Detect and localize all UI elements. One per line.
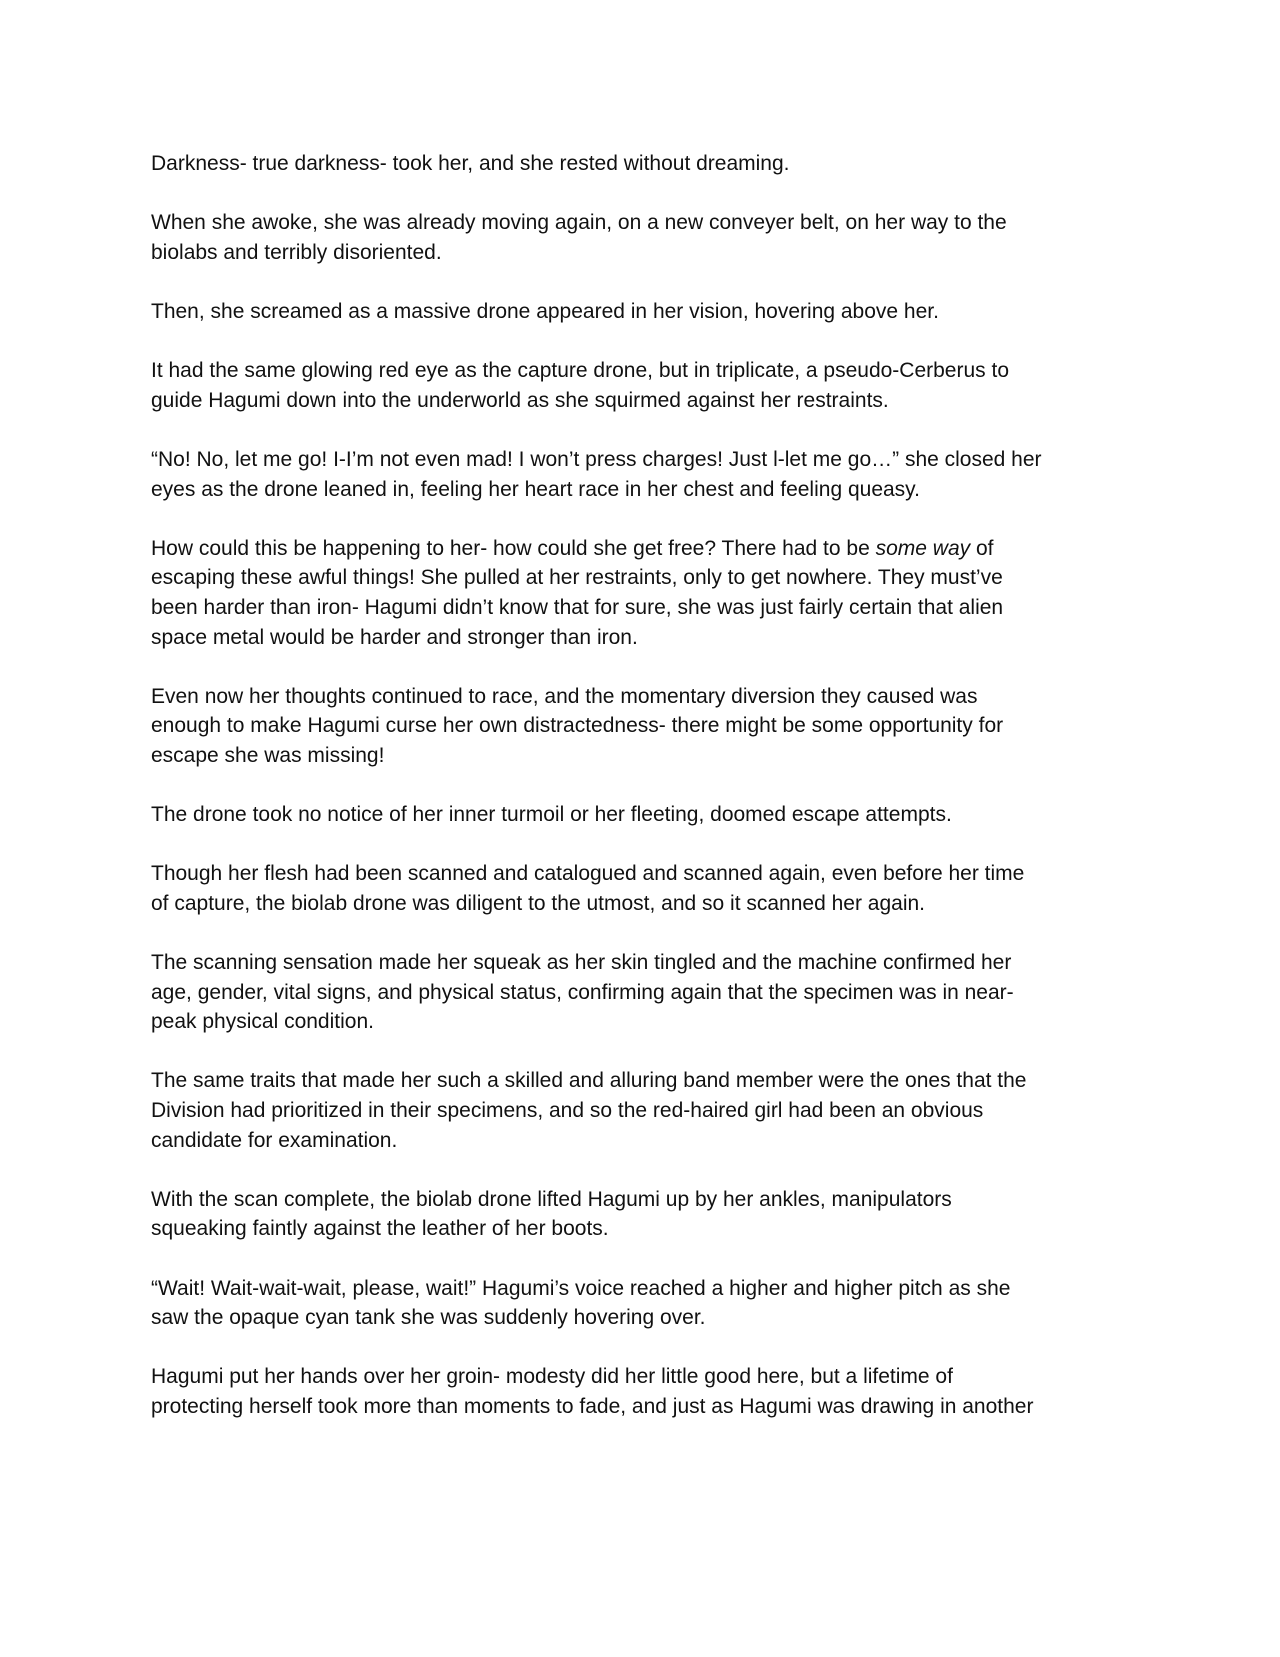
text-line: [151, 238, 1151, 268]
text-segment: saw the opaque cyan tank she was suddenly hovering over.: [151, 1306, 706, 1330]
text-line: [151, 356, 1151, 386]
text-line: [151, 1007, 1151, 1037]
text-segment: eyes as the drone leaned in, feeling her heart race in her chest and feeling queasy.: [151, 477, 920, 501]
paragraph: [151, 149, 1151, 179]
text-line: [151, 711, 1151, 741]
text-segment: Even now her thoughts continued to race, and the momentary diversion they caused was: [151, 684, 978, 708]
paragraph: [151, 534, 1151, 652]
text-line: [151, 1066, 1151, 1096]
text-segment: guide Hagumi down into the underworld as she squirmed against her restraints.: [151, 388, 889, 412]
document-page: [151, 149, 1151, 1451]
text-segment: escaping these awful things! She pulled at her restraints, only to get nowhere. They must’ve: [151, 566, 1003, 590]
text-segment: “Wait! Wait-wait-wait, please, wait!” Hagumi’s voice reached a higher and higher pitch as she: [151, 1276, 1011, 1300]
text-segment: age, gender, vital signs, and physical status, confirming again that the specimen was in near-: [151, 980, 1014, 1004]
italic-text: some way: [875, 536, 971, 560]
text-line: [151, 534, 1151, 564]
text-segment: The drone took no notice of her inner turmoil or her fleeting, doomed escape attempts.: [151, 803, 952, 827]
text-segment: peak physical condition.: [151, 1010, 374, 1034]
text-segment: candidate for examination.: [151, 1128, 398, 1152]
paragraph: [151, 297, 1151, 327]
paragraph: [151, 682, 1151, 771]
text-line: [151, 386, 1151, 416]
paragraph: [151, 859, 1151, 918]
text-line: [151, 149, 1151, 179]
paragraph: [151, 356, 1151, 415]
text-line: [151, 1392, 1151, 1422]
text-segment: Hagumi put her hands over her groin- modesty did her little good here, but a lifetime of: [151, 1365, 953, 1389]
text-line: [151, 1185, 1151, 1215]
text-line: [151, 978, 1151, 1008]
text-segment: How could this be happening to her- how could she get free? There had to be: [151, 536, 876, 560]
paragraph: [151, 445, 1151, 504]
text-segment: Division had prioritized in their specimens, and so the red-haired girl had been an obvious: [151, 1099, 984, 1122]
text-segment: of capture, the biolab drone was diligent to the utmost, and so it scanned her again.: [151, 891, 925, 915]
text-segment: space metal would be harder and stronger than iron.: [151, 625, 638, 649]
text-line: [151, 1096, 1151, 1126]
text-segment: It had the same glowing red eye as the capture drone, but in triplicate, a pseudo-Cerberus to: [151, 359, 1010, 383]
text-segment: of: [970, 536, 994, 560]
paragraph: [151, 1185, 1151, 1244]
text-line: [151, 1303, 1151, 1333]
text-line: [151, 800, 1151, 830]
text-line: [151, 445, 1151, 475]
paragraph: [151, 800, 1151, 830]
text-segment: “No! No, let me go! I-I’m not even mad! I won’t press charges! Just l-let me go…” she closed her: [151, 447, 1042, 471]
text-segment: been harder than iron- Hagumi didn’t know that for sure, she was just fairly certain that alien: [151, 595, 1004, 619]
text-line: [151, 593, 1151, 623]
paragraph: [151, 1274, 1151, 1333]
text-segment: When she awoke, she was already moving again, on a new conveyer belt, on her way to the: [151, 211, 1007, 235]
text-line: [151, 1214, 1151, 1244]
text-segment: Though her flesh had been scanned and catalogued and scanned again, even before her time: [151, 862, 1025, 886]
text-line: [151, 1274, 1151, 1304]
text-segment: Darkness- true darkness- took her, and she rested without dreaming.: [151, 152, 790, 175]
paragraph: [151, 948, 1151, 1037]
text-line: [151, 889, 1151, 919]
text-segment: The same traits that made her such a skilled and alluring band member were the ones that the: [151, 1069, 1027, 1093]
text-line: [151, 682, 1151, 712]
paragraph: [151, 1066, 1151, 1155]
text-line: [151, 741, 1151, 771]
text-line: [151, 208, 1151, 238]
text-segment: protecting herself took more than moments to fade, and just as Hagumi was drawing in another: [151, 1394, 1034, 1418]
text-line: [151, 1126, 1151, 1156]
text-segment: escape she was missing!: [151, 743, 385, 767]
text-line: [151, 623, 1151, 653]
text-line: [151, 563, 1151, 593]
text-line: [151, 948, 1151, 978]
paragraph: [151, 208, 1151, 267]
text-segment: The scanning sensation made her squeak as her skin tingled and the machine confirmed her: [151, 951, 1012, 975]
text-segment: Then, she screamed as a massive drone appeared in her vision, hovering above her.: [151, 299, 939, 323]
text-line: [151, 859, 1151, 889]
text-segment: squeaking faintly against the leather of her boots.: [151, 1217, 609, 1241]
text-line: [151, 1362, 1151, 1392]
text-line: [151, 475, 1151, 505]
text-line: [151, 297, 1151, 327]
text-segment: enough to make Hagumi curse her own distractedness- there might be some opportunity for: [151, 714, 1004, 738]
paragraph: [151, 1362, 1151, 1421]
text-segment: biolabs and terribly disoriented.: [151, 240, 442, 264]
text-segment: With the scan complete, the biolab drone lifted Hagumi up by her ankles, manipulators: [151, 1187, 952, 1211]
